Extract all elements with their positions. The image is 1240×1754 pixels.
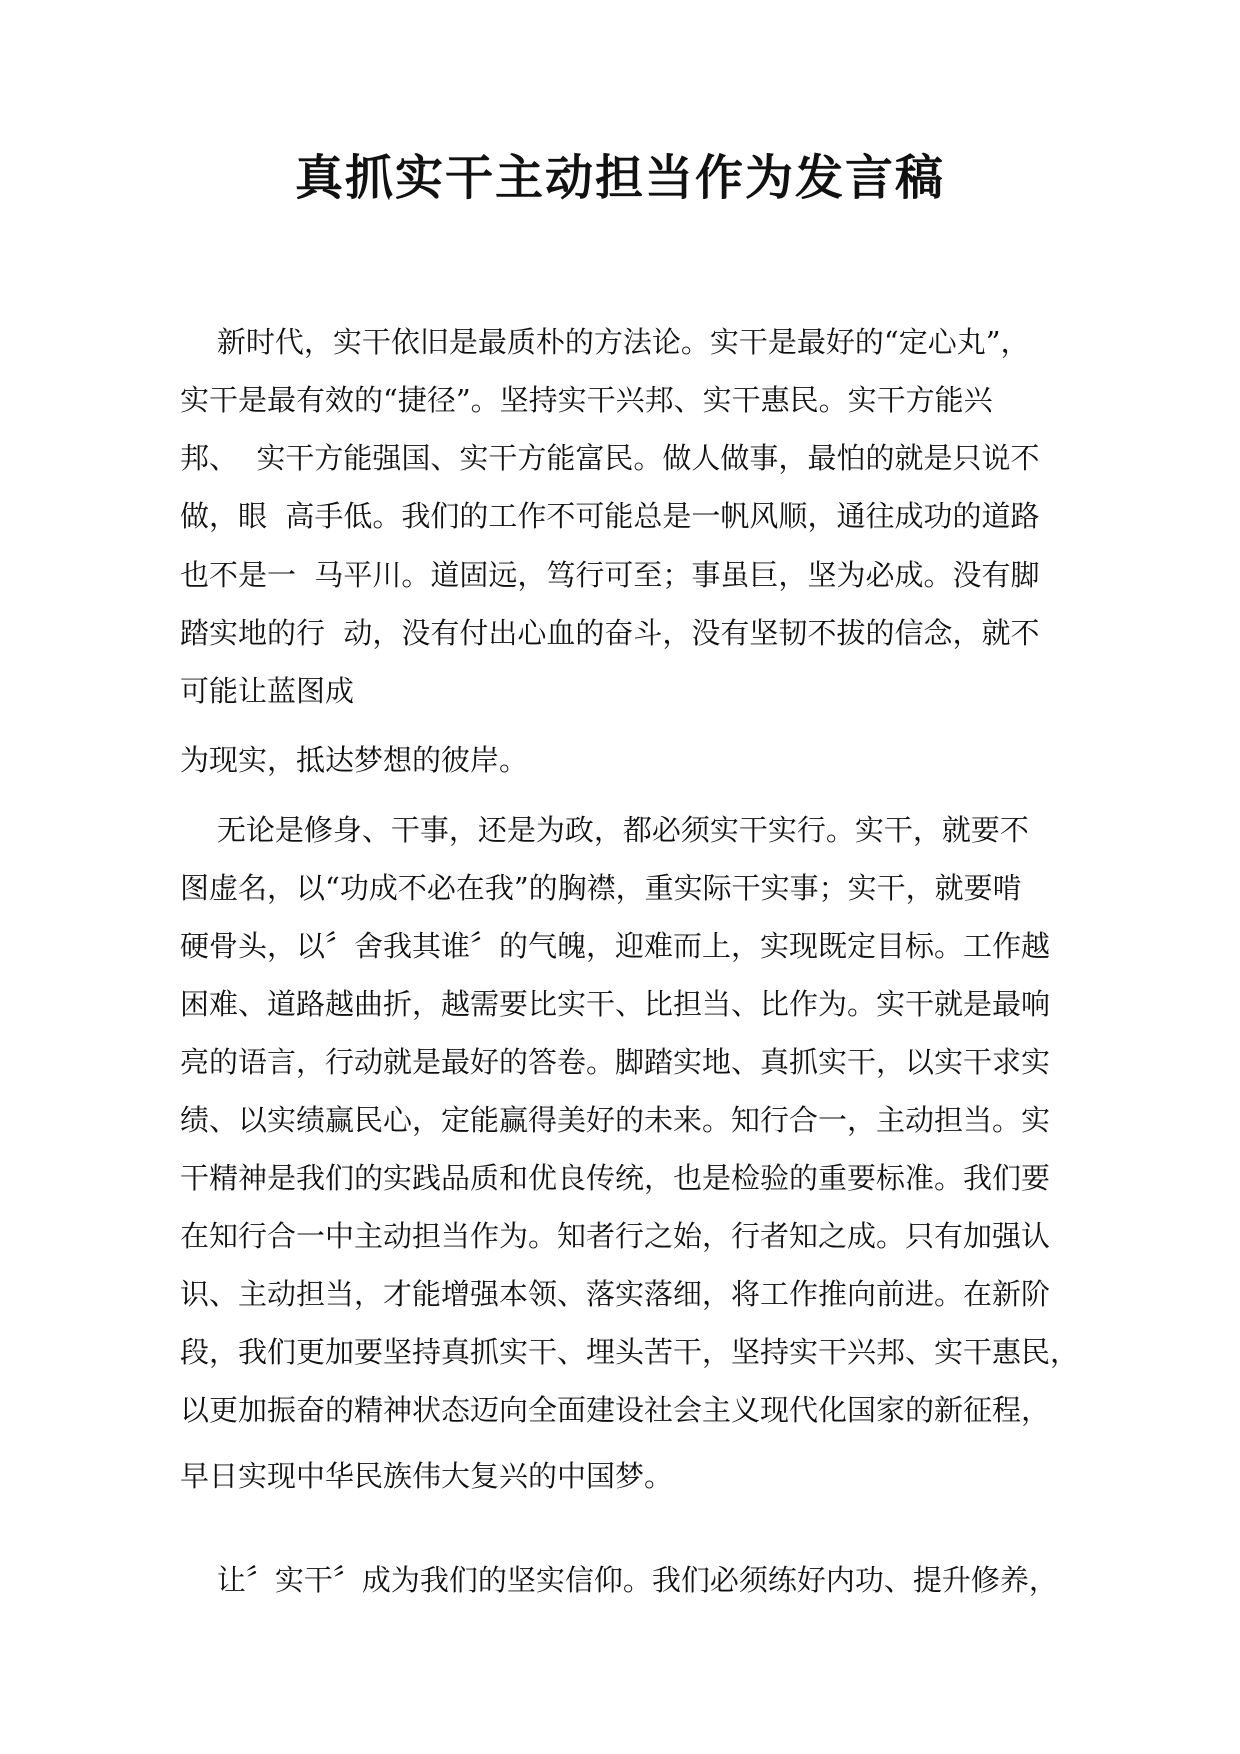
text-line: 亮的语言，行动就是最好的答卷。脚踏实地、真抓实干，以实干求实 [180,1045,1051,1079]
text-line: 为现实，抵达梦想的彼岸。 [180,743,529,777]
text-line: 以更加振奋的精神状态迈向全面建设社会主义现代化国家的新征程， [180,1393,1051,1427]
text-line: 让〞实干〞成为我们的坚实信仰。我们必须练好内功、提升修养， [180,1563,1058,1597]
text-line: 实干是最有效的“捷径”。坚持实干兴邦、实干惠民。实干方能兴 [180,383,993,417]
text-line: 可能让蓝图成 [180,674,355,708]
text-line: 在知行合一中主动担当作为。知者行之始，行者知之成。只有加强认 [180,1219,1051,1253]
document-title: 真抓实干主动担当作为发言稿 [294,150,945,206]
text-line: 硬骨头，以〞舍我其谁〞的气魄，迎难而上，实现既定目标。工作越 [180,929,1051,963]
text-line: 新时代，实干依旧是最质朴的方法论。实干是最好的“定心丸”， [180,325,1030,359]
text-line: 踏实地的行 动，没有付出心血的奋斗，没有坚韧不拔的信念，就不 [180,616,1040,650]
text-line: 绩、以实绩赢民心，定能赢得美好的未来。知行合一，主动担当。实 [180,1103,1051,1137]
text-line: 识、主动担当，才能增强本领、落实落细，将工作推向前进。在新阶 [180,1277,1051,1311]
text-line: 也不是一 马平川。道固远，笃行可至；事虽巨，坚为必成。没有脚 [180,558,1040,592]
text-line: 邦、 实干方能强国、实干方能富民。做人做事，最怕的就是只说不 [180,441,1040,475]
text-line: 干精神是我们的实践品质和优良传统，也是检验的重要标准。我们要 [180,1161,1051,1195]
text-line: 早日实现中华民族伟大复兴的中国梦。 [180,1459,674,1493]
text-line: 做，眼 高手低。我们的工作不可能总是一帆风顺，通往成功的道路 [180,499,1040,533]
text-line: 无论是修身、干事，还是为政，都必须实干实行。实干，就要不 [180,813,1029,847]
text-line: 困难、道路越曲折，越需要比实干、比担当、比作为。实干就是最响 [180,987,1051,1021]
text-line: 图虚名，以“功成不必在我”的胸襟，重实际干实事；实干，就要啃 [180,871,1022,905]
text-line: 段，我们更加要坚持真抓实干、埋头苦干，坚持实干兴邦、实干惠民， [180,1335,1080,1369]
